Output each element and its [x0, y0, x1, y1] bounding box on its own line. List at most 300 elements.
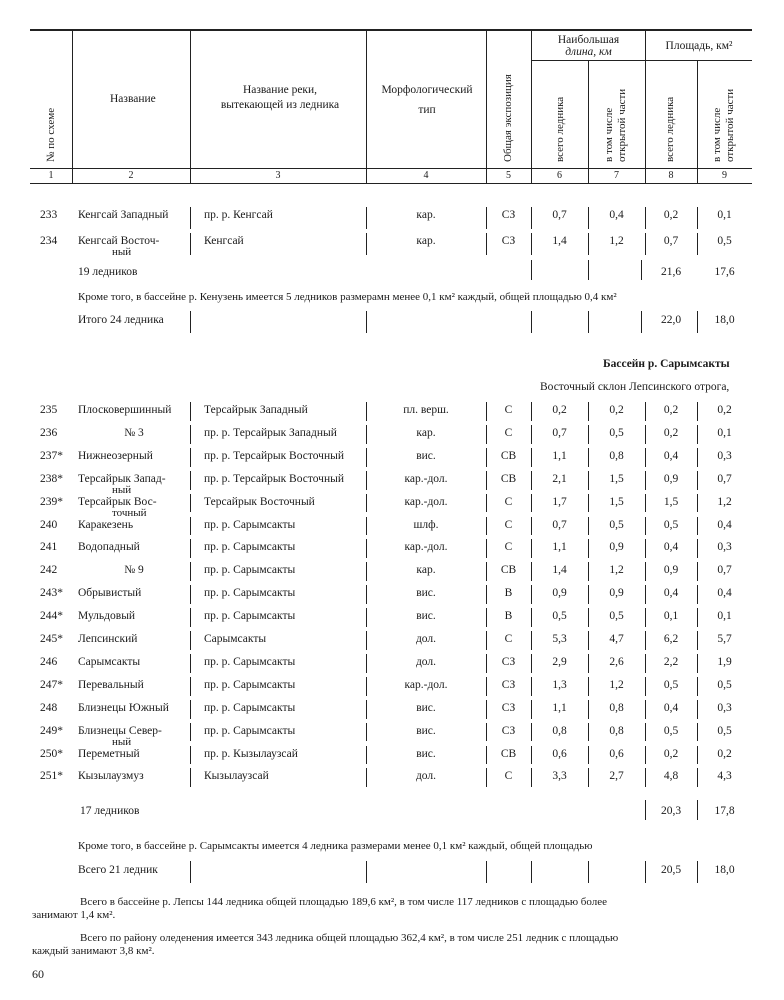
col-num-4: 4 [423, 170, 429, 181]
column-divider [588, 539, 589, 558]
cell-name: Кызылаузмуз [78, 770, 144, 783]
column-divider [531, 723, 532, 742]
cell-exp: С [504, 633, 513, 645]
cell-area-open: 0,5 [717, 724, 732, 737]
cell-area: 1,5 [663, 495, 679, 508]
cell-exp: В [504, 610, 513, 623]
cell-len: 1,1 [552, 701, 567, 714]
column-divider [531, 233, 532, 255]
cell-type: дол. [415, 633, 437, 645]
column-divider [531, 677, 532, 696]
column-divider [190, 723, 191, 742]
cell-type: кар. [416, 209, 436, 221]
cell-name-continuation: точный [112, 506, 147, 519]
column-divider [645, 425, 646, 444]
cell-exp: В [504, 587, 513, 600]
column-divider [531, 585, 532, 604]
cell-len: 3,3 [552, 770, 567, 783]
cell-len: 1,1 [552, 449, 567, 462]
column-divider [366, 654, 367, 673]
column-divider [641, 311, 642, 333]
cell-river: Терсайрык Западный [204, 404, 308, 416]
column-divider [588, 861, 589, 883]
cell-area: 0,5 [663, 678, 679, 691]
column-divider [486, 746, 487, 765]
column-divider [190, 562, 191, 581]
cell-no: 249* [40, 724, 63, 737]
column-divider [486, 654, 487, 673]
column-divider [645, 402, 646, 421]
cell-len: 0,5 [552, 610, 567, 623]
cell-no: 233 [40, 209, 58, 221]
cell-name: № 3 [124, 426, 144, 439]
column-divider [531, 402, 532, 421]
column-divider [697, 471, 698, 490]
cell-name: Сарымсакты [78, 655, 141, 668]
column-divider [486, 448, 487, 467]
column-divider [697, 861, 698, 883]
cell-no: 250* [40, 747, 63, 760]
cell-name: Переметный [78, 747, 140, 760]
cell-type: кар.-дол. [404, 541, 448, 554]
cell-type: кар.-дол. [404, 472, 448, 485]
header-col-length-total: всего ледника [554, 96, 566, 162]
cell-area-open: 0,2 [717, 747, 732, 760]
column-divider [486, 471, 487, 490]
cell-exp: С [504, 541, 513, 554]
column-divider [190, 311, 191, 333]
column-divider [486, 631, 487, 650]
cell-area: 0,1 [663, 610, 679, 623]
cell-name: Терсайрык Запад- [78, 472, 166, 485]
cell-area: 6,2 [663, 633, 679, 645]
cell-river: пр. р. Терсайрык Восточный [204, 449, 344, 462]
cell-no: 241 [40, 541, 58, 554]
column-divider [645, 585, 646, 604]
column-divider [588, 260, 589, 280]
column-divider [588, 207, 589, 229]
column-divider [697, 800, 698, 820]
cell-len: 1,3 [552, 678, 567, 691]
cell-name: Кенгсай Западный [78, 209, 169, 221]
column-divider [697, 448, 698, 467]
cell-len: 0,2 [552, 404, 567, 416]
section1-note: Кроме того, в бассейне р. Кенузень имеется 5 ледников размерамн менее 0,1 км² каждый, общей площадью 0,4 км² [78, 291, 617, 303]
cell-len-open: 0,6 [609, 747, 624, 760]
cell-river: пр. р. Сарымсакты [204, 564, 296, 577]
cell-no: 235 [40, 404, 58, 416]
cell-river: пр. р. Сарымсакты [204, 678, 296, 691]
cell-name: Кенгсай Восточ- [78, 235, 160, 247]
column-divider [588, 425, 589, 444]
cell-len-open: 1,2 [609, 564, 624, 577]
cell-exp: СВ [500, 449, 517, 462]
column-divider [190, 471, 191, 490]
column-divider [645, 631, 646, 650]
cell-river: пр. р. Сарымсакты [204, 724, 296, 737]
column-divider [697, 608, 698, 627]
section1-subtotal-area-open: 17,6 [714, 266, 735, 278]
column-divider [190, 207, 191, 229]
cell-exp: СВ [500, 747, 517, 760]
section2-subtotal-area-open: 17,8 [714, 805, 735, 817]
cell-area-open: 0,1 [717, 426, 732, 439]
cell-river: пр. р. Сарымсакты [204, 610, 296, 623]
column-divider [190, 233, 191, 255]
header-col-name: Название [110, 93, 156, 105]
header-col-area-open-2: открытой части [724, 88, 736, 162]
cell-len: 0,9 [552, 587, 567, 600]
cell-river: пр. р. Кенгсай [204, 209, 273, 221]
column-divider [588, 723, 589, 742]
cell-area: 0,9 [663, 472, 679, 485]
column-divider [531, 471, 532, 490]
column-divider [366, 746, 367, 765]
cell-area: 4,8 [663, 770, 679, 783]
cell-area-open: 0,3 [717, 701, 732, 714]
footer-p2-line2: каждый занимают 3,8 км². [32, 945, 155, 957]
cell-area-open: 0,3 [717, 449, 732, 462]
cell-len-open: 2,6 [609, 655, 624, 668]
cell-area: 0,2 [663, 209, 679, 221]
col-num-1: 1 [48, 170, 54, 181]
column-divider [531, 517, 532, 536]
column-divider [366, 448, 367, 467]
cell-len: 0,7 [552, 209, 567, 221]
cell-type: вис. [416, 747, 436, 760]
cell-no: 251* [40, 770, 63, 783]
cell-river: Сарымсакты [204, 633, 267, 645]
column-divider [531, 861, 532, 883]
column-divider [486, 425, 487, 444]
column-divider [645, 768, 646, 787]
column-divider [697, 425, 698, 444]
cell-len-open: 0,9 [609, 541, 624, 554]
column-divider [588, 448, 589, 467]
column-divider [588, 746, 589, 765]
cell-name-continuation: ный [112, 735, 132, 748]
column-divider [645, 471, 646, 490]
cell-river: Кызылаузсай [204, 770, 269, 783]
column-divider [190, 768, 191, 787]
cell-name-continuation: ный [112, 483, 132, 496]
column-divider [531, 425, 532, 444]
column-divider [645, 700, 646, 719]
cell-area: 0,7 [663, 235, 679, 247]
cell-len: 1,7 [552, 495, 567, 508]
cell-name: Водопадный [78, 541, 140, 554]
column-divider [366, 207, 367, 229]
cell-type: кар.-дол. [404, 678, 448, 691]
column-divider [486, 768, 487, 787]
column-divider [645, 494, 646, 513]
cell-no: 237* [40, 449, 63, 462]
cell-river: Терсайрык Восточный [204, 495, 315, 508]
column-divider [531, 768, 532, 787]
column-divider [366, 539, 367, 558]
column-divider [190, 608, 191, 627]
column-divider [190, 425, 191, 444]
cell-len-open: 0,5 [609, 518, 624, 531]
col-num-5: 5 [506, 170, 511, 181]
cell-exp: С [504, 495, 513, 508]
column-divider [531, 494, 532, 513]
cell-no: 234 [40, 235, 58, 247]
header-col-area-open-1: в том числе [711, 107, 723, 162]
section1-subtotal-area: 21,6 [660, 266, 682, 278]
column-divider [588, 654, 589, 673]
cell-no: 236 [40, 426, 58, 439]
header-col-river-1: Название реки, [242, 84, 318, 96]
cell-len: 1,1 [552, 541, 567, 554]
cell-no: 247* [40, 678, 63, 691]
header-col-number: № по схеме [45, 107, 57, 162]
cell-len: 0,8 [552, 724, 567, 737]
header-group-length-1: Наибольшая [557, 34, 620, 46]
cell-no: 246 [40, 655, 58, 668]
column-divider [697, 494, 698, 513]
cell-len: 2,1 [552, 472, 567, 485]
column-divider [366, 562, 367, 581]
column-divider [645, 562, 646, 581]
slope-title: Восточный склон Лепсинского отрога, [540, 381, 730, 393]
header-col-area-total: всего ледника [664, 96, 676, 162]
column-divider [531, 539, 532, 558]
column-divider [531, 448, 532, 467]
column-divider [190, 746, 191, 765]
cell-len: 0,7 [552, 518, 567, 531]
cell-len-open: 0,8 [609, 449, 624, 462]
section2-total-area: 20,5 [660, 864, 682, 876]
cell-area: 0,4 [663, 449, 679, 462]
column-divider [190, 494, 191, 513]
cell-type: кар. [416, 564, 436, 577]
column-divider [697, 517, 698, 536]
column-divider [190, 539, 191, 558]
column-divider [645, 448, 646, 467]
cell-len-open: 1,5 [609, 495, 624, 508]
section2-subtotal-label: 17 ледников [80, 805, 140, 817]
section2-total-label: Всего 21 ледник [78, 864, 158, 876]
header-col-type-1: Морфологический [381, 84, 473, 96]
column-divider [366, 608, 367, 627]
column-divider [190, 517, 191, 536]
column-divider [190, 677, 191, 696]
cell-area: 0,4 [663, 587, 679, 600]
column-divider [366, 631, 367, 650]
cell-len: 0,6 [552, 747, 567, 760]
cell-area-open: 1,2 [717, 495, 732, 508]
column-divider [645, 800, 646, 820]
section1-total-area-open: 18,0 [714, 314, 735, 326]
section2-subtotal-area: 20,3 [660, 805, 682, 817]
cell-name: Терсайрык Вос- [78, 495, 157, 508]
cell-len-open: 1,2 [609, 678, 624, 691]
cell-no: 242 [40, 564, 58, 577]
cell-area-open: 5,7 [717, 633, 732, 645]
column-divider [531, 608, 532, 627]
cell-river: пр. р. Кызылаузсай [204, 747, 298, 760]
cell-len: 1,4 [552, 564, 567, 577]
cell-area: 0,5 [663, 724, 679, 737]
column-divider [697, 677, 698, 696]
cell-exp: С [504, 518, 513, 531]
cell-river: пр. р. Сарымсакты [204, 541, 296, 554]
column-divider [588, 402, 589, 421]
column-divider [531, 654, 532, 673]
cell-area-open: 0,7 [717, 564, 732, 577]
column-divider [645, 654, 646, 673]
cell-type: вис. [416, 449, 436, 462]
page-number: 60 [32, 967, 44, 981]
cell-exp: СЗ [501, 701, 516, 714]
cell-area: 0,5 [663, 518, 679, 531]
footer-p2-line1: Всего по району оледенения имеется 343 ледника общей площадью 362,4 км², в том числе 251 ледник с площадью [80, 932, 619, 944]
column-divider [588, 677, 589, 696]
cell-exp: С [504, 770, 513, 783]
cell-area-open: 0,5 [717, 235, 732, 247]
cell-area: 0,2 [663, 404, 679, 416]
column-divider [486, 585, 487, 604]
cell-len: 1,4 [552, 235, 567, 247]
column-divider [486, 207, 487, 229]
cell-area-open: 0,3 [717, 541, 732, 554]
column-divider [190, 402, 191, 421]
cell-area: 0,2 [663, 426, 679, 439]
cell-exp: С [504, 426, 513, 439]
cell-type: кар. [416, 235, 436, 247]
column-divider [531, 562, 532, 581]
footer-p1-line1: Всего в бассейне р. Лепсы 144 ледника общей площадью 189,6 км², в том числе 117 ледников с площадью более [80, 896, 608, 908]
cell-area-open: 0,4 [717, 518, 732, 531]
cell-len-open: 0,2 [609, 404, 624, 416]
column-divider [486, 517, 487, 536]
column-divider [588, 233, 589, 255]
column-divider [190, 654, 191, 673]
column-divider [486, 562, 487, 581]
cell-area-open: 0,1 [717, 610, 732, 623]
cell-name: Близнецы Южный [78, 701, 169, 714]
column-divider [531, 260, 532, 280]
column-divider [366, 677, 367, 696]
cell-exp: СВ [500, 564, 517, 577]
cell-len-open: 0,4 [609, 209, 624, 221]
cell-exp: СЗ [501, 678, 516, 691]
cell-river: пр. р. Сарымсакты [204, 701, 296, 714]
cell-type: дол. [415, 655, 437, 668]
column-divider [697, 585, 698, 604]
column-divider [588, 585, 589, 604]
cell-type: шлф. [413, 518, 439, 531]
column-divider [366, 585, 367, 604]
cell-area-open: 4,3 [717, 770, 732, 783]
basin-title: Бассейн р. Сарымсакты [603, 358, 730, 370]
col-num-8: 8 [668, 170, 674, 181]
column-divider [486, 402, 487, 421]
section1-total-area: 22,0 [660, 314, 682, 326]
cell-len-open: 0,8 [609, 724, 624, 737]
cell-exp: СЗ [501, 235, 516, 247]
column-divider [697, 723, 698, 742]
column-divider [588, 311, 589, 333]
column-divider [486, 677, 487, 696]
header-col-river-2: вытекающей из ледника [220, 99, 340, 111]
cell-area-open: 0,5 [717, 678, 732, 691]
cell-exp: СЗ [501, 724, 516, 737]
header-group-length-2: длина, км [565, 46, 612, 58]
column-divider [697, 700, 698, 719]
column-divider [531, 746, 532, 765]
column-divider [697, 768, 698, 787]
column-divider [366, 402, 367, 421]
cell-len-open: 4,7 [609, 633, 624, 645]
cell-len-open: 0,5 [609, 426, 624, 439]
section2-note: Кроме того, в бассейне р. Сарымсакты имеется 4 ледника размерами менее 0,1 км² каждый, общей площадью [78, 840, 593, 852]
cell-name: № 9 [124, 564, 144, 577]
column-divider [486, 494, 487, 513]
cell-area-open: 0,2 [717, 404, 732, 416]
cell-len-open: 1,5 [609, 472, 624, 485]
cell-exp: СЗ [501, 655, 516, 668]
column-divider [366, 425, 367, 444]
column-divider [366, 517, 367, 536]
cell-type: вис. [416, 587, 436, 600]
cell-area-open: 0,4 [717, 587, 732, 600]
cell-river: пр. р. Сарымсакты [204, 655, 296, 668]
cell-area: 0,2 [663, 747, 679, 760]
column-divider [645, 723, 646, 742]
cell-name: Каракезень [78, 518, 134, 531]
cell-no: 240 [40, 518, 58, 531]
header-col-length-open-1: в том числе [603, 107, 615, 162]
column-divider [190, 700, 191, 719]
cell-exp: С [504, 404, 513, 416]
column-divider [697, 311, 698, 333]
column-divider [588, 471, 589, 490]
column-divider [366, 768, 367, 787]
column-divider [588, 562, 589, 581]
cell-exp: СЗ [501, 209, 516, 221]
cell-len-open: 0,8 [609, 701, 624, 714]
header-col-exposition: Общая экспозиция [502, 74, 514, 162]
column-divider [645, 233, 646, 255]
column-divider [366, 494, 367, 513]
cell-type: вис. [416, 701, 436, 714]
cell-len-open: 0,5 [609, 610, 624, 623]
cell-len: 2,9 [552, 655, 567, 668]
column-divider [486, 608, 487, 627]
col-num-9: 9 [722, 170, 727, 181]
cell-len: 0,7 [552, 426, 567, 439]
column-divider [486, 723, 487, 742]
column-divider [697, 746, 698, 765]
cell-name: Лепсинский [78, 633, 138, 645]
cell-no: 238* [40, 472, 63, 485]
column-divider [641, 260, 642, 280]
column-divider [697, 233, 698, 255]
column-divider [531, 207, 532, 229]
cell-name: Нижнеозерный [78, 449, 153, 462]
cell-area: 0,4 [663, 701, 679, 714]
col-num-3: 3 [275, 170, 281, 181]
cell-len-open: 1,2 [609, 235, 624, 247]
column-divider [366, 723, 367, 742]
column-divider [190, 448, 191, 467]
column-divider [190, 585, 191, 604]
column-divider [697, 631, 698, 650]
column-divider [645, 539, 646, 558]
column-divider [486, 233, 487, 255]
